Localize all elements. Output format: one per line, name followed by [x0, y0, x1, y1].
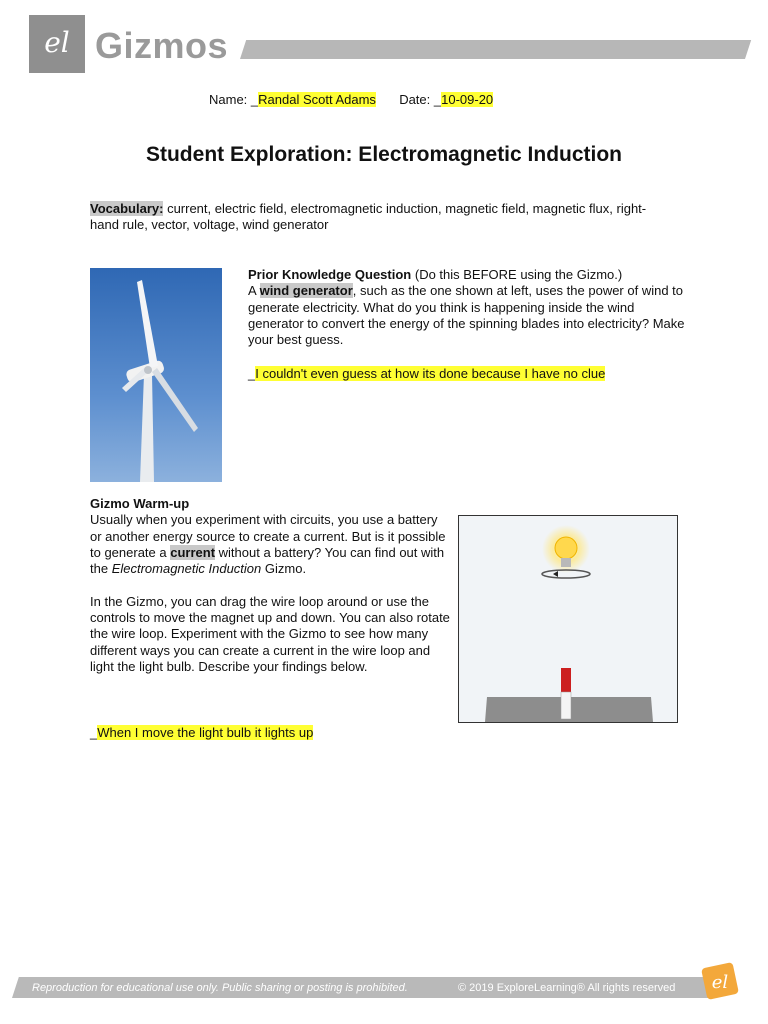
logo-mark: el — [44, 26, 70, 59]
term-current: current — [170, 544, 216, 560]
explorelearning-footer-logo — [700, 961, 740, 1001]
name-date-line — [209, 92, 493, 108]
header-bar — [240, 40, 751, 59]
name-value: Randal Scott Adams — [258, 92, 376, 107]
prior-text-b: , such as the one shown at left, uses the power of wind to generate electricity. What do you think is happening inside the wind generator to convert the energy of the spinning blades into electricity? Make your best guess. — [248, 283, 685, 348]
term-wind-generator: wind generator — [259, 283, 353, 299]
warmup-answer-line — [90, 725, 313, 741]
gizmo-warmup — [90, 496, 450, 675]
warmup-gizmo-name: Electromagnetic Induction — [111, 561, 262, 577]
vocabulary-label: Vocabulary: — [90, 201, 164, 216]
vocabulary-text: current, electric field, electromagnetic induction, magnetic field, magnetic flux, right-hand rule, vector, voltage, wind generator — [90, 201, 647, 233]
footer-copyright: © 2019 ExploreLearning® All rights reserved — [458, 982, 676, 994]
prior-answer-prefix: _ — [248, 366, 256, 381]
wind-turbine-photo — [90, 268, 222, 482]
warmup-answer-prefix: _ — [90, 725, 98, 740]
prior-knowledge-note: (Do this BEFORE using the Gizmo.) — [411, 267, 623, 282]
explorelearning-logo — [29, 15, 85, 73]
warmup-p2: In the Gizmo, you can drag the wire loop around or use the controls to move the magnet up and down. You can also rotate the wire loop. Experiment with the Gizmo to see how many different ways you can create a current in the wire loop and light the light bulb. Describe your findings below. — [90, 593, 450, 674]
magnet-icon — [561, 668, 571, 719]
prior-text-a: A — [248, 283, 260, 299]
prior-knowledge-question — [248, 267, 688, 348]
footer-reproduction-notice: Reproduction for educational use only. Public sharing or posting is prohibited. — [32, 982, 408, 994]
prior-answer: I couldn't even guess at how its done because I have no clue — [255, 366, 606, 381]
vocabulary-paragraph — [90, 201, 665, 234]
light-bulb-icon — [542, 525, 590, 573]
gizmo-simulation-image — [458, 515, 678, 723]
name-label: Name: _ — [209, 92, 259, 107]
warmup-p1-c: Gizmo. — [261, 561, 307, 577]
page-title: Student Exploration: Electromagnetic Induction — [145, 143, 623, 166]
warmup-p1-a: Usually when you experiment with circuits, you use a battery or another energy source to create a current. But is it possible to generate a — [90, 512, 446, 560]
date-value: 10-09-20 — [441, 92, 494, 107]
footer-logo-mark: el — [711, 972, 729, 993]
date-label: Date: _ — [399, 92, 442, 107]
warmup-heading: Gizmo Warm-up — [90, 496, 190, 511]
prior-knowledge-heading: Prior Knowledge Question — [248, 267, 412, 282]
warmup-p1-b: without a battery? You can find out with the — [90, 544, 445, 577]
gizmos-brand: Gizmos — [95, 25, 229, 66]
prior-answer-line — [248, 366, 605, 382]
warmup-answer: When I move the light bulb it lights up — [97, 725, 314, 740]
